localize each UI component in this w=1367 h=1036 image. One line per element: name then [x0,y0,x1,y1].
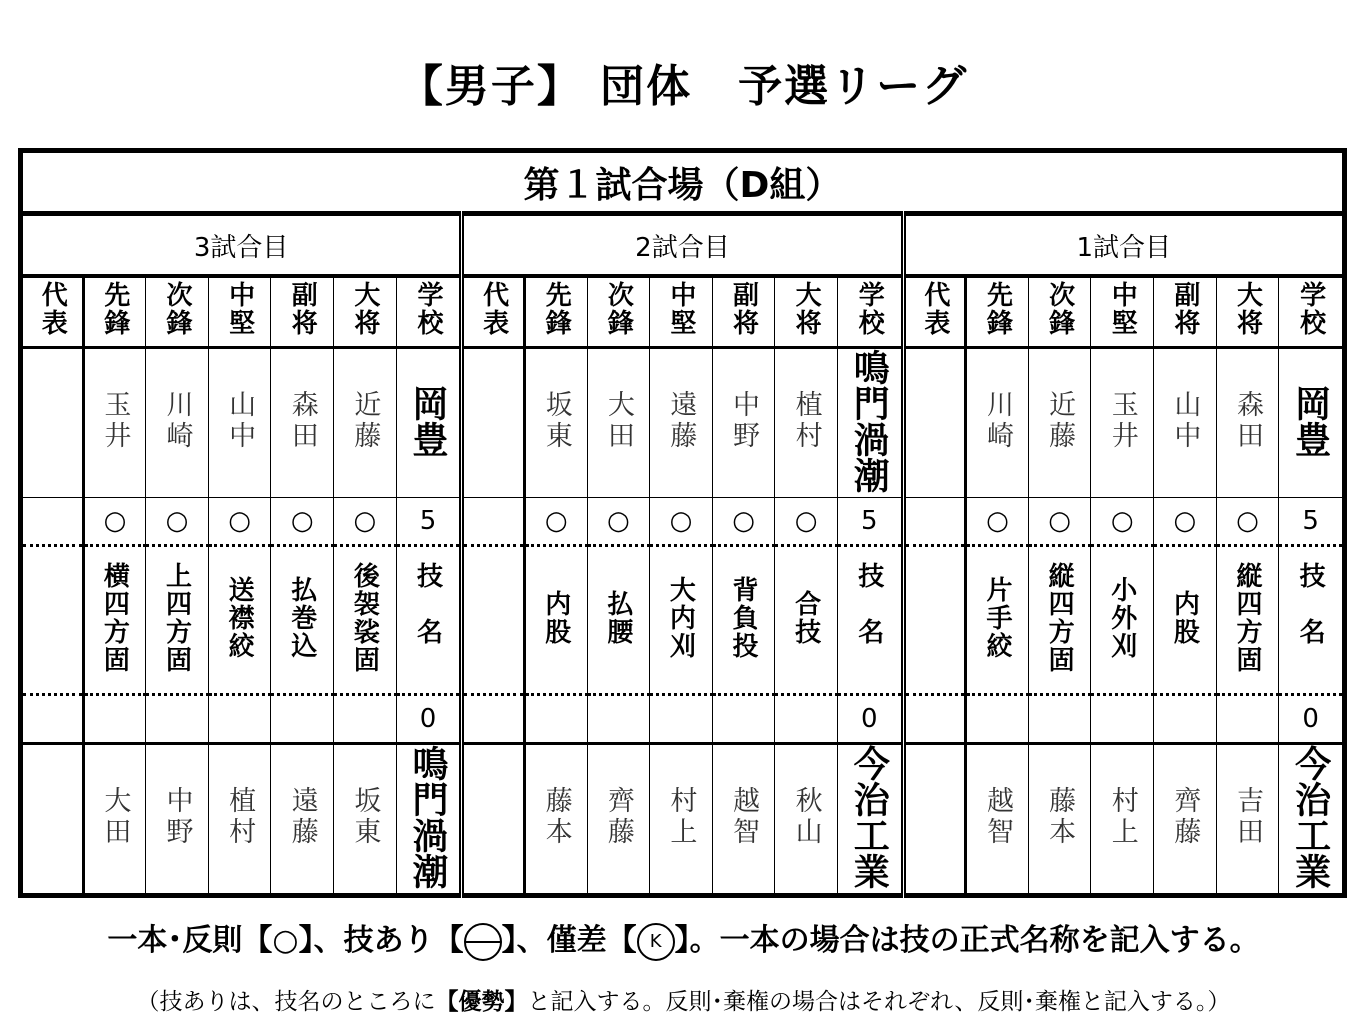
technique-name-text: 内股 [540,590,571,646]
player-name-text: 川崎 [161,390,193,452]
match-header: 2試合目 [462,214,903,277]
player-name-text: 村上 [1106,786,1138,848]
table-row [21,151,1345,214]
player-name-text: 村上 [665,786,697,848]
technique-name [208,546,271,695]
school-name [837,348,903,498]
representative-cell [903,348,966,498]
school-name-text: 鳴門渦潮 [848,349,891,493]
player-name [650,744,713,896]
player-name-text: 越智 [728,786,760,848]
table-row [21,214,1345,277]
player-name [775,348,838,498]
table-row [21,695,1345,744]
representative-mark [21,695,84,744]
table-row [21,348,1345,498]
position-header [837,276,903,348]
player-name-text: 遠藤 [286,786,318,848]
position-header [1028,276,1091,348]
representative-mark [903,498,966,546]
result-mark: ○ [83,498,146,546]
kinsa-mark-icon: K [637,923,675,961]
result-mark: ○ [775,498,838,546]
legend-text-3: 】。一本の場合は技の正式名称を記入する。 [674,923,1260,958]
technique-label [837,546,903,695]
technique-name [146,546,209,695]
position-header-text: 大将 [1232,280,1263,337]
technique-name-text: 上四方固 [161,562,192,674]
result-mark: ○ [1028,498,1091,546]
venue-title: 第１試合場（D組） [21,151,1345,214]
player-name [524,348,587,498]
player-name-text: 越智 [982,786,1013,848]
position-header-text: 先鋒 [99,280,130,337]
technique-name [1028,546,1091,695]
player-name [1028,348,1091,498]
technique-name-text: 払巻込 [286,576,317,660]
team-score: 0 [837,695,903,744]
player-name [208,348,271,498]
player-name-text: 大田 [602,390,634,452]
result-mark [587,695,650,744]
technique-name-text: 縦四方固 [1231,562,1262,674]
result-mark: ○ [524,498,587,546]
position-header-text: 学校 [412,280,443,337]
player-name [966,348,1029,498]
representative-waza [21,546,84,695]
position-header [208,276,271,348]
position-header [334,276,397,348]
representative-mark [462,695,525,744]
school-name-text: 岡豊 [406,385,449,457]
school-name [396,744,462,896]
result-mark: ○ [146,498,209,546]
result-mark [775,695,838,744]
player-name-text: 近藤 [1044,390,1076,452]
result-mark [334,695,397,744]
position-header-text: 中堅 [224,280,255,337]
position-header-text: 先鋒 [982,280,1013,337]
result-mark: ○ [712,498,775,546]
player-name [1091,348,1154,498]
position-header [271,276,334,348]
school-name-text: 今治工業 [848,745,891,889]
page-title: 【男子】 団体 予選リーグ [398,61,969,112]
position-header-text: 学校 [1295,280,1326,337]
player-name [334,744,397,896]
technique-name [1216,546,1279,695]
player-name [146,744,209,896]
technique-name [1154,546,1217,695]
table-row [21,546,1345,695]
result-mark [146,695,209,744]
technique-name [712,546,775,695]
result-mark [966,695,1029,744]
player-name-text: 秋山 [790,786,822,848]
player-name [271,744,334,896]
player-name-text: 山中 [1169,390,1201,452]
waza-ari-mark-icon [464,923,502,961]
table-row [21,276,1345,348]
technique-name [524,546,587,695]
player-name-text: 森田 [1231,390,1263,452]
player-name [775,744,838,896]
result-mark: ○ [334,498,397,546]
position-header-text: 大将 [349,280,380,337]
legend [0,915,1367,961]
position-header [1091,276,1154,348]
position-header [1216,276,1279,348]
player-name-text: 遠藤 [665,390,697,452]
match-header: 1試合目 [903,214,1344,277]
player-name-text: 植村 [790,390,822,452]
result-mark [271,695,334,744]
player-name [83,348,146,498]
result-mark [650,695,713,744]
player-name [1154,348,1217,498]
position-header [650,276,713,348]
position-header-text: 代表 [478,280,509,337]
technique-name-text: 背負投 [728,576,759,660]
player-name [1091,744,1154,896]
team-score: 0 [1279,695,1345,744]
position-header-text: 先鋒 [541,280,572,337]
legend-text-1: 一本･反則【○】、技あり【 [107,923,464,958]
result-mark [712,695,775,744]
position-header [587,276,650,348]
result-mark [1091,695,1154,744]
table-row [21,744,1345,896]
result-mark: ○ [271,498,334,546]
position-header [462,276,525,348]
player-name-text: 玉井 [1106,390,1138,452]
representative-cell [903,744,966,896]
technique-name-text: 後袈裟固 [349,562,380,674]
player-name [712,348,775,498]
representative-mark [903,695,966,744]
player-name [334,348,397,498]
position-header [775,276,838,348]
result-mark [208,695,271,744]
representative-cell [462,348,525,498]
player-name-text: 川崎 [982,390,1013,452]
technique-label-text: 技名 [853,562,884,674]
technique-name-text: 払腰 [602,590,633,646]
technique-name-text: 送襟絞 [224,576,255,660]
position-header [1154,276,1217,348]
player-name [1216,744,1279,896]
results-table [18,148,1347,898]
school-name [1279,348,1345,498]
technique-label [396,546,462,695]
player-name [966,744,1029,896]
technique-label-text: 技名 [1295,562,1326,674]
position-header-text: 次鋒 [603,280,634,337]
result-mark: ○ [1216,498,1279,546]
position-header [1279,276,1345,348]
player-name-text: 玉井 [99,390,131,452]
position-header-text: 学校 [854,280,885,337]
team-score: 0 [396,695,462,744]
player-name-text: 中野 [728,390,760,452]
result-mark: ○ [1091,498,1154,546]
result-mark: ○ [966,498,1029,546]
representative-mark [462,498,525,546]
position-header [83,276,146,348]
player-name-text: 植村 [224,786,256,848]
technique-name [334,546,397,695]
school-name [837,744,903,896]
technique-name [1091,546,1154,695]
technique-name-text: 大内刈 [665,576,696,660]
position-header [712,276,775,348]
position-header-text: 中堅 [1107,280,1138,337]
representative-cell [462,744,525,896]
player-name [587,744,650,896]
technique-label-text: 技名 [412,562,443,674]
position-header-text: 代表 [37,280,68,337]
result-mark [1028,695,1091,744]
representative-cell [21,348,84,498]
position-header-text: 副将 [287,280,318,337]
player-name-text: 近藤 [349,390,381,452]
result-mark: ○ [1154,498,1217,546]
result-mark [524,695,587,744]
table-row [21,498,1345,546]
player-name [1216,348,1279,498]
position-header-text: 次鋒 [1044,280,1075,337]
position-header [21,276,84,348]
player-name [146,348,209,498]
technique-name [966,546,1029,695]
result-mark [83,695,146,744]
result-mark: ○ [208,498,271,546]
technique-name [271,546,334,695]
note-text-2: と記入する。反則･棄権の場合はそれぞれ、反則･棄権と記入する。） [527,989,1231,1015]
school-name-text: 鳴門渦潮 [406,745,449,889]
player-name-text: 坂東 [349,786,381,848]
position-header-text: 副将 [1169,280,1200,337]
player-name [524,744,587,896]
player-name [1028,744,1091,896]
player-name-text: 山中 [224,390,256,452]
player-name-text: 坂東 [540,390,572,452]
technique-name-text: 片手絞 [982,576,1012,660]
player-name [1154,744,1217,896]
team-score: 5 [1279,498,1345,546]
team-score: 5 [396,498,462,546]
position-header-text: 代表 [919,280,950,337]
match-header: 3試合目 [21,214,462,277]
position-header [146,276,209,348]
representative-waza [903,546,966,695]
representative-waza [462,546,525,695]
position-header-text: 次鋒 [162,280,193,337]
representative-mark [21,498,84,546]
player-name-text: 藤本 [1044,786,1076,848]
school-name [396,348,462,498]
player-name [650,348,713,498]
result-mark: ○ [587,498,650,546]
player-name-text: 大田 [99,786,131,848]
representative-cell [21,744,84,896]
note [0,983,1367,1016]
player-name-text: 齊藤 [1169,786,1201,848]
result-mark [1154,695,1217,744]
school-name [1279,744,1345,896]
player-name-text: 森田 [286,390,318,452]
player-name-text: 中野 [161,786,193,848]
technique-name [650,546,713,695]
player-name [587,348,650,498]
technique-name-text: 内股 [1169,590,1200,646]
technique-name-text: 小外刈 [1106,576,1137,660]
school-name-text: 岡豊 [1289,385,1332,457]
technique-label [1279,546,1345,695]
player-name [208,744,271,896]
technique-name-text: 横四方固 [99,562,130,674]
player-name [712,744,775,896]
player-name-text: 齊藤 [602,786,634,848]
technique-name-text: 縦四方固 [1044,562,1075,674]
position-header [524,276,587,348]
team-score: 5 [837,498,903,546]
player-name [271,348,334,498]
technique-name-text: 合技 [790,590,821,646]
player-name [83,744,146,896]
player-name-text: 藤本 [540,786,572,848]
result-mark [1216,695,1279,744]
position-header-text: 副将 [728,280,759,337]
position-header [396,276,462,348]
position-header-text: 中堅 [665,280,696,337]
note-text-1: （技ありは、技名のところに [136,989,436,1015]
technique-name [587,546,650,695]
player-name-text: 吉田 [1231,786,1263,848]
technique-name [83,546,146,695]
school-name-text: 今治工業 [1289,745,1332,889]
result-mark: ○ [650,498,713,546]
position-header [966,276,1029,348]
technique-name [775,546,838,695]
position-header [903,276,966,348]
legend-text-2: 】、僅差【 [501,923,637,958]
note-emphasis: 【優勢】 [435,989,528,1015]
position-header-text: 大将 [791,280,822,337]
